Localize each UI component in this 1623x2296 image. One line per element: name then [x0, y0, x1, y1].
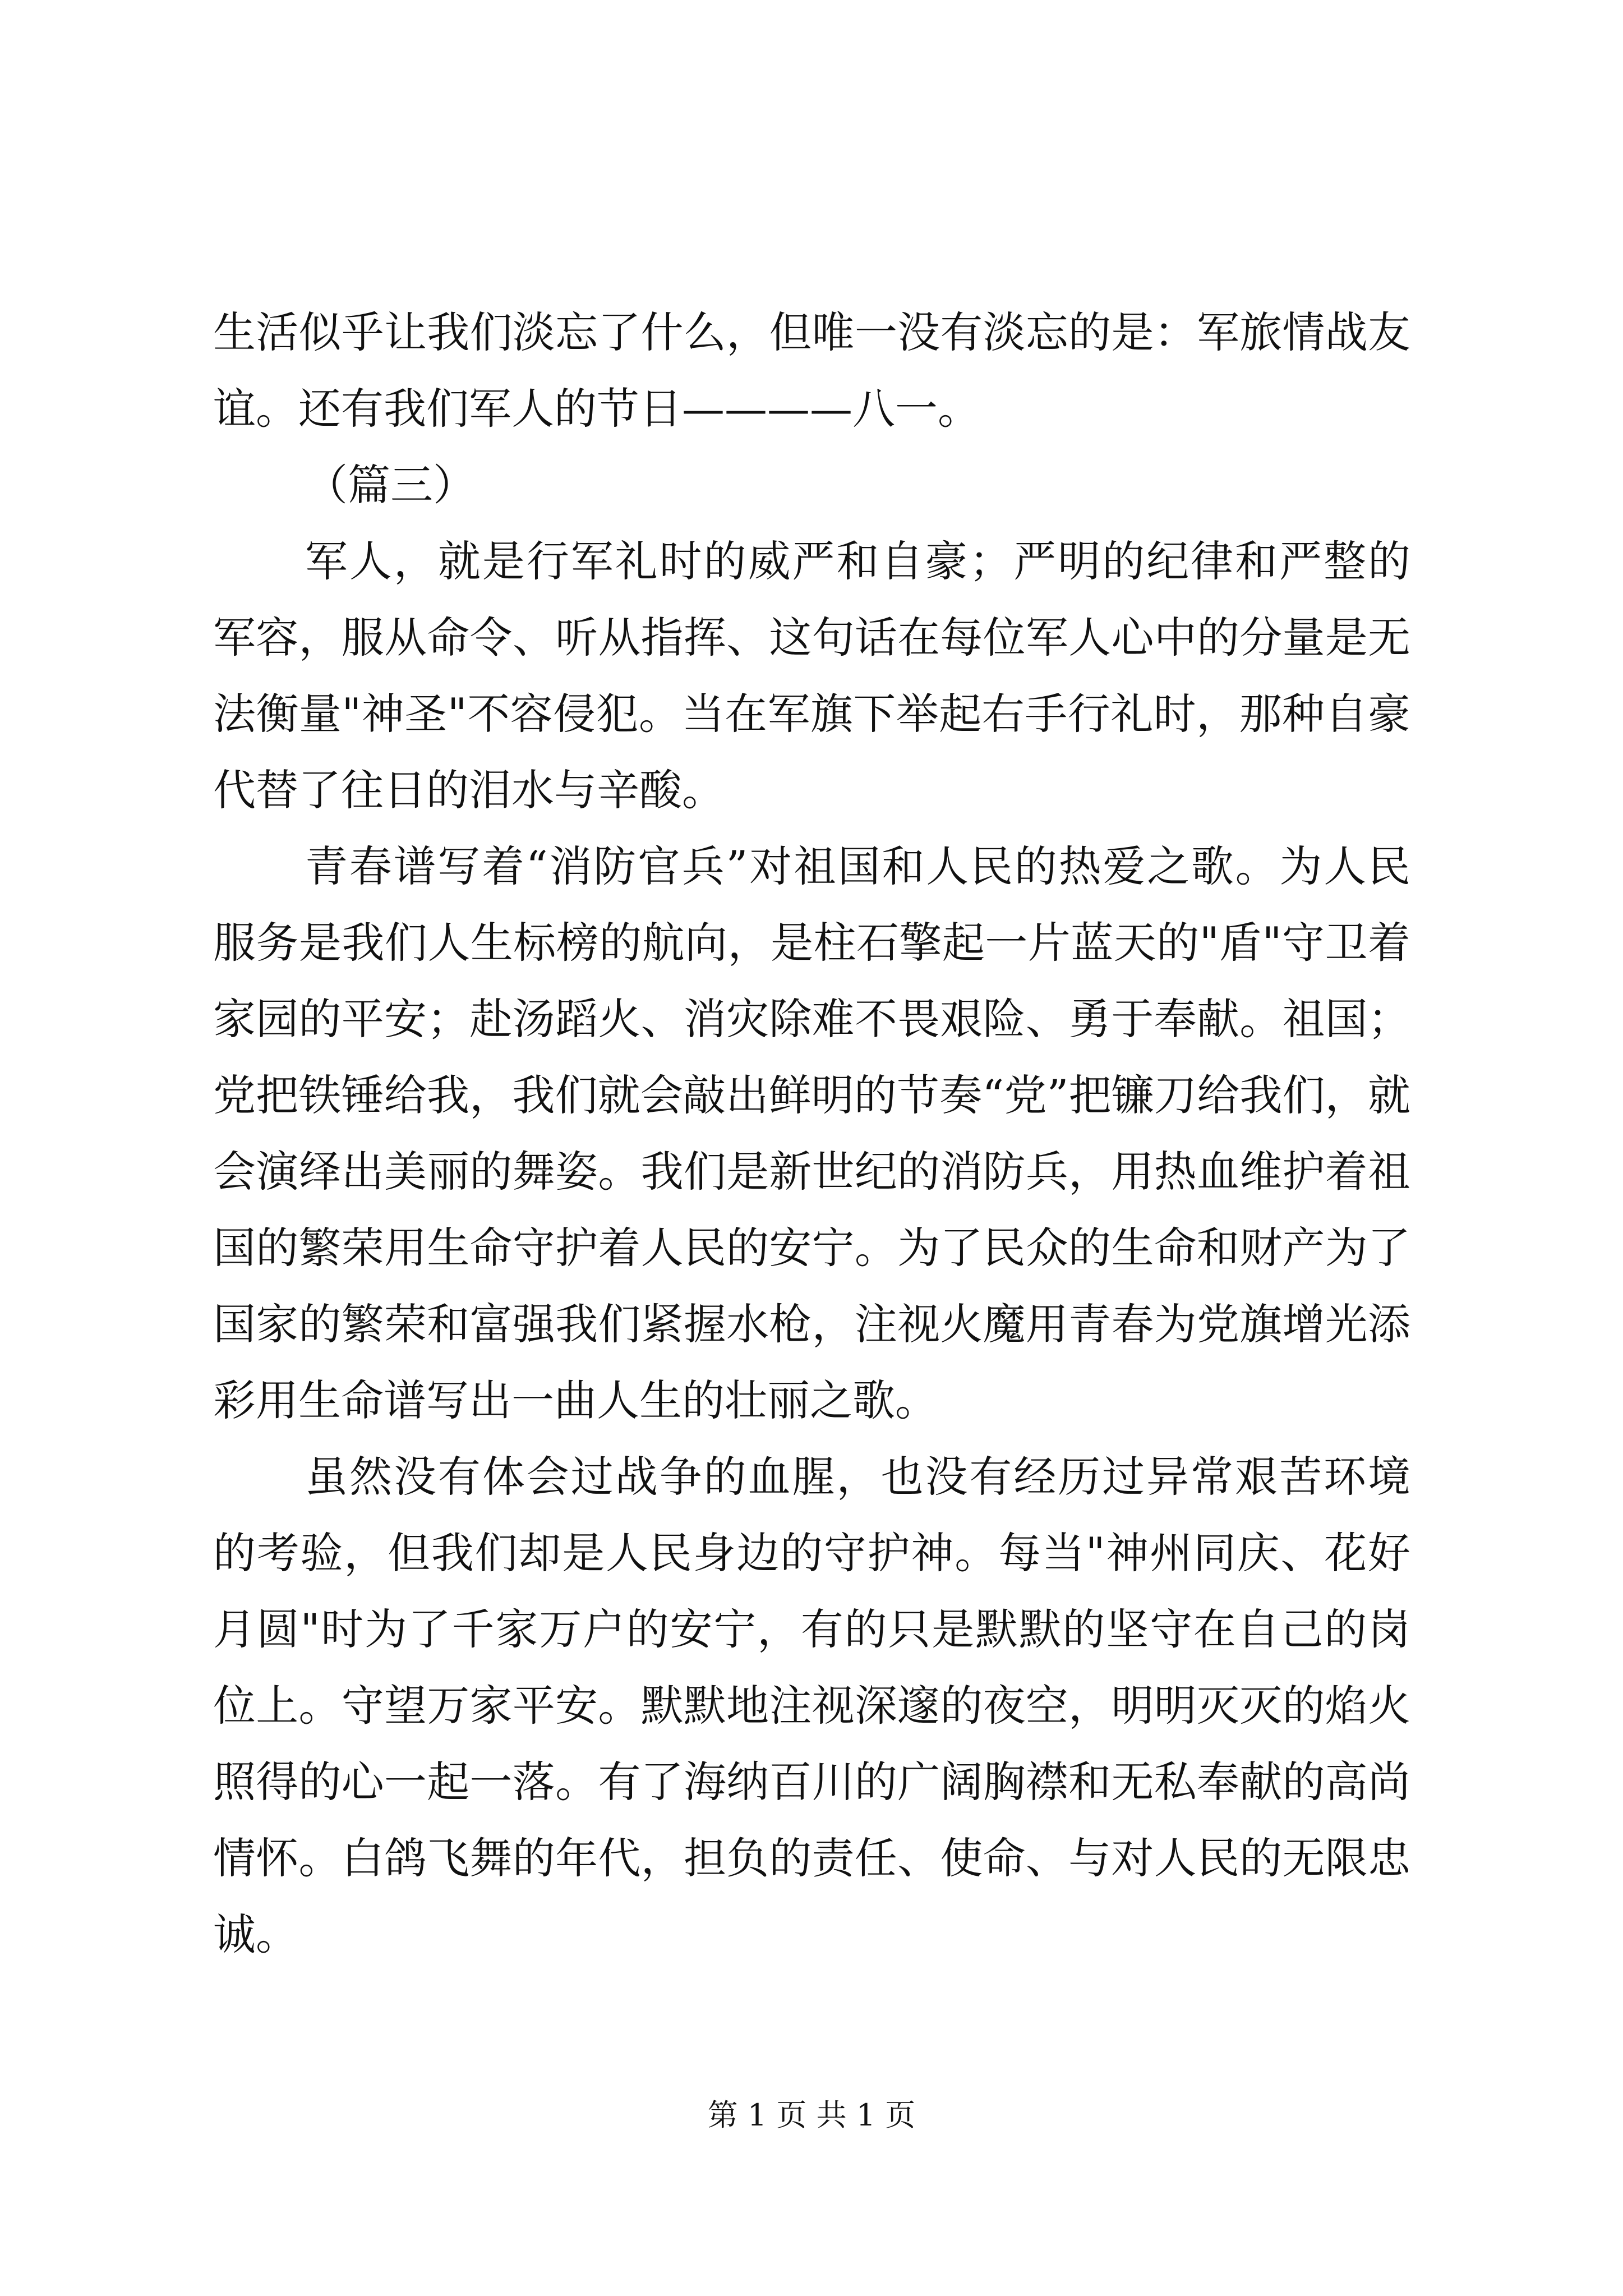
paragraph-3: 青春谱写着“消防官兵”对祖国和人民的热爱之歌。为人民服务是我们人生标榜的航向，是柱石擎起一片蓝天的"盾"守卫着家园的平安；赴汤蹈火、消灾除难不畏艰险、勇于奉献。祖国；党把铁锤给我，我们就会敲出鲜明的节奏“党”把镰刀给我们，就会演绎出美丽的舞姿。我们是新世纪的消防兵，用热血维护着祖国的繁荣用生命守护着人民的安宁。为了民众的生命和财产为了国家的繁荣和富强我们紧握水枪，注视火魔用青春为党旗增光添彩用生命谱写出一曲人生的壮丽之歌。	[213, 841, 1410, 1425]
paragraph-4: 虽然没有体会过战争的血腥，也没有经历过异常艰苦环境的考验，但我们却是人民身边的守护神。每当"神州同庆、花好月圆"时为了千家万户的安宁，有的只是默默的坚守在自己的岗位上。守望万家平安。默默地注视深邃的夜空，明明灭灭的焰火照得的心一起一落。有了海纳百川的广阔胸襟和无私奉献的高尚情怀。白鸽飞舞的年代，担负的责任、使命、与对人民的无限忠诚。	[213, 1452, 1410, 1959]
page-footer: 第 1 页 共 1 页	[707, 2097, 916, 2133]
section-heading: （篇三）	[305, 460, 476, 510]
paragraph-2: 军人，就是行军礼时的威严和自豪；严明的纪律和严整的军容，服从命令、听从指挥、这句话在每位军人心中的分量是无法衡量"神圣"不容侵犯。当在军旗下举起右手行礼时，那种自豪代替了往日的泪水与辛酸。	[213, 536, 1410, 815]
document-body	[213, 295, 1410, 1973]
paragraph-1: 生活似乎让我们淡忘了什么，但唯一没有淡忘的是：军旅情战友谊。还有我们军人的节日————八一。	[213, 307, 1410, 434]
